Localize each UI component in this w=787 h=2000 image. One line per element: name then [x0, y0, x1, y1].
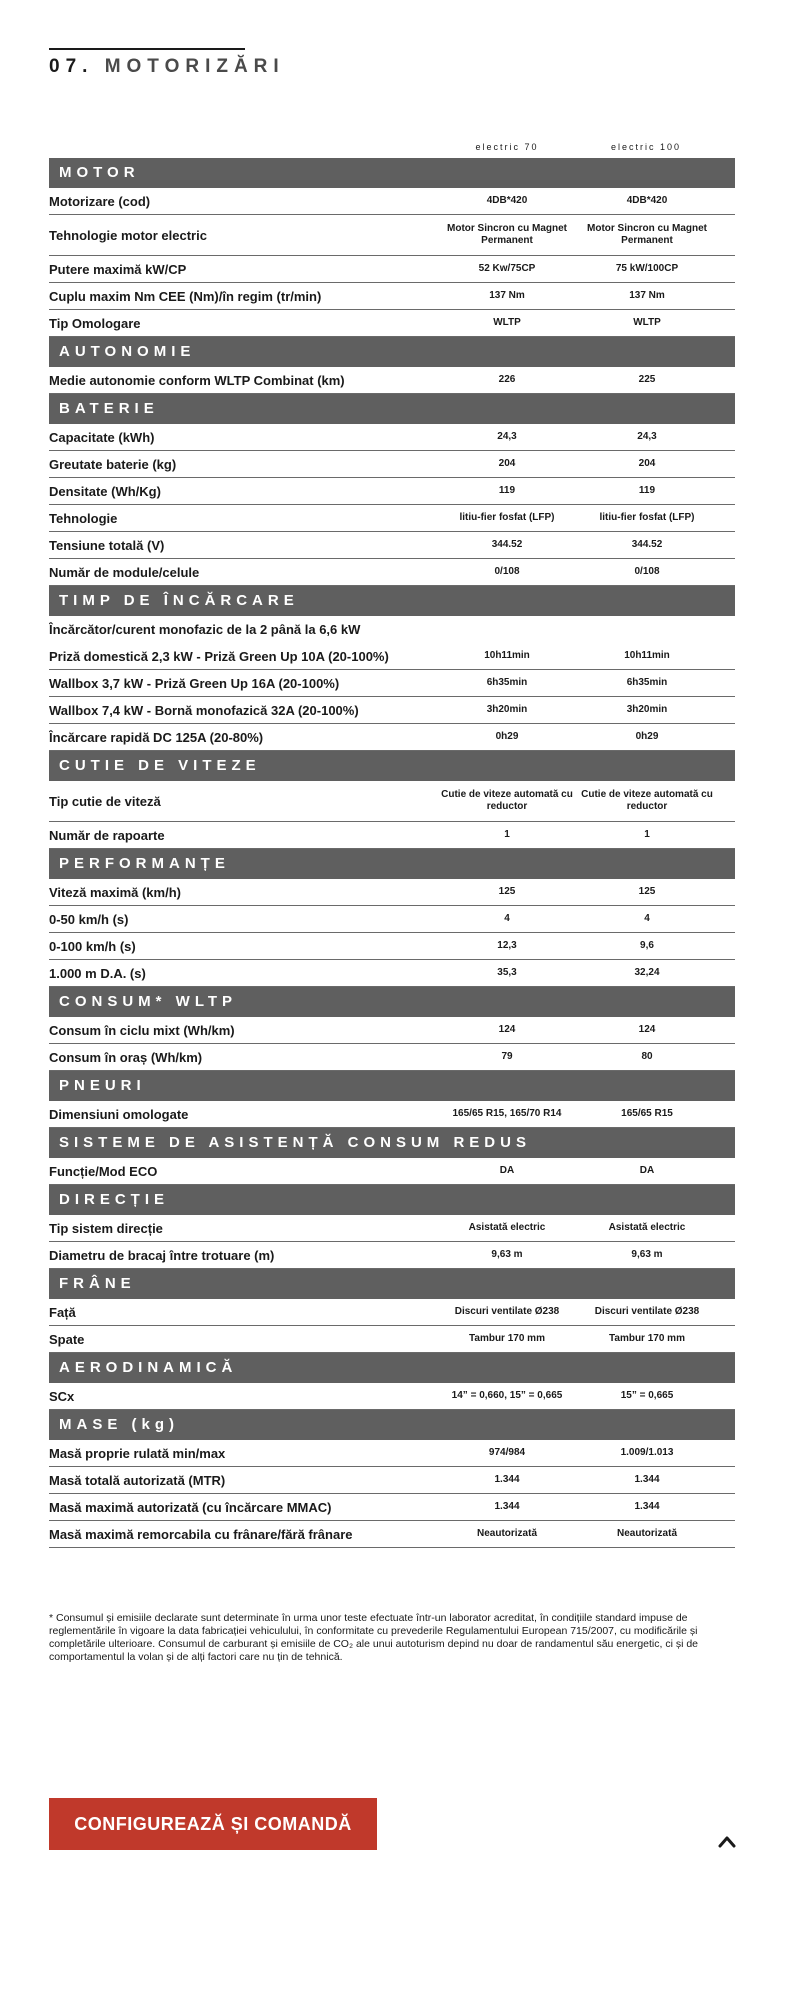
- spec-value-electric-100: 225: [638, 373, 656, 385]
- spec-label: Consum în ciclu mixt (Wh/km): [49, 1022, 235, 1038]
- spec-value-electric-100: Discuri ventilate Ø238: [594, 1305, 700, 1317]
- spec-value-electric-70: 4DB*420: [486, 194, 528, 206]
- spec-value-electric-100: WLTP: [633, 316, 661, 328]
- spec-value-electric-100: 6h35min: [626, 676, 668, 688]
- spec-row: [49, 256, 735, 283]
- spec-row: [49, 879, 735, 906]
- spec-label: Priză domestică 2,3 kW - Priză Green Up 10A (20-100%): [49, 648, 389, 664]
- spec-row: [49, 1440, 735, 1467]
- spec-label: Număr de module/celule: [49, 564, 200, 580]
- spec-value-electric-100: 1.344: [634, 1473, 660, 1485]
- section-header: FRÂNE: [49, 1269, 735, 1299]
- spec-value-electric-70: 6h35min: [486, 676, 528, 688]
- spec-label: Masă proprie rulată min/max: [49, 1445, 226, 1461]
- section-header: BATERIE: [49, 394, 735, 424]
- header-rule: [49, 48, 245, 50]
- spec-value-electric-70: 974/984: [488, 1446, 526, 1458]
- spec-row: [49, 451, 735, 478]
- spec-label: 0-50 km/h (s): [49, 911, 129, 927]
- column-header-electric-100: electric 100: [610, 142, 682, 152]
- footnote: * Consumul și emisiile declarate sunt determinate în urma unor teste efectuate într-un laborator acreditat, în condițiile standard impuse de reglementările în vigoare la data fabricației vehiculului, în conformitate cu prevederile Regulamentului European 715/2007, cu modificările și completările ulterioare. Consumul de carburant și emisiile de CO₂ ale unui autoturism depind nu doar de randamentul său energetic, ci și de comportamentul la volan și de alți factori care nu țin de tehnică.: [49, 1612, 699, 1663]
- section-header: AUTONOMIE: [49, 337, 735, 367]
- spec-value-electric-100: 80: [641, 1050, 653, 1062]
- spec-value-electric-70: 52 Kw/75CP: [478, 262, 536, 274]
- spec-row: [49, 478, 735, 505]
- spec-value-electric-100: 9,6: [640, 939, 654, 951]
- spec-label: Cuplu maxim Nm CEE (Nm)/în regim (tr/min): [49, 288, 322, 304]
- spec-value-electric-70: DA: [499, 1164, 515, 1176]
- spec-value-electric-70: 3h20min: [486, 703, 528, 715]
- spec-value-electric-70: Neautorizată: [476, 1527, 537, 1539]
- spec-row: [49, 367, 735, 394]
- spec-row: [49, 906, 735, 933]
- spec-value-electric-70: 125: [498, 885, 516, 897]
- spec-row: [49, 1101, 735, 1128]
- spec-row: [49, 1521, 735, 1548]
- spec-row: [49, 1299, 735, 1326]
- spec-label: Încărcare rapidă DC 125A (20-80%): [49, 729, 264, 745]
- spec-value-electric-70: 1.344: [494, 1473, 520, 1485]
- spec-row: [49, 822, 735, 849]
- spec-value-electric-100: 75 kW/100CP: [615, 262, 679, 274]
- spec-value-electric-70: 1.344: [494, 1500, 520, 1512]
- spec-row: [49, 1158, 735, 1185]
- section-header: MOTOR: [49, 158, 735, 188]
- spec-value-electric-70: 1: [504, 828, 510, 840]
- spec-value-electric-70: 35,3: [497, 966, 517, 978]
- section-header: MASE (kg): [49, 1410, 735, 1440]
- spec-label: Masă totală autorizată (MTR): [49, 1472, 226, 1488]
- spec-value-electric-100: 32,24: [634, 966, 660, 978]
- spec-value-electric-100: Asistată electric: [608, 1221, 686, 1233]
- spec-label: 0-100 km/h (s): [49, 938, 136, 954]
- spec-value-electric-70: Motor Sincron cu Magnet Permanent: [447, 222, 567, 246]
- spec-row: [49, 724, 735, 751]
- spec-label: Funcție/Mod ECO: [49, 1163, 158, 1179]
- spec-row: [49, 1494, 735, 1521]
- section-header: PNEURI: [49, 1071, 735, 1101]
- spec-value-electric-70: 9,63 m: [491, 1248, 523, 1260]
- spec-value-electric-100: Neautorizată: [616, 1527, 677, 1539]
- spec-label: Viteză maximă (km/h): [49, 884, 181, 900]
- spec-row: [49, 188, 735, 215]
- spec-label: Tip cutie de viteză: [49, 793, 161, 809]
- spec-value-electric-70: 10h11min: [484, 649, 530, 661]
- spec-value-electric-100: litiu-fier fosfat (LFP): [599, 511, 695, 523]
- spec-value-electric-100: 15” = 0,665: [620, 1389, 674, 1401]
- spec-row: [49, 1242, 735, 1269]
- spec-label: Wallbox 3,7 kW - Priză Green Up 16A (20-100%): [49, 675, 340, 691]
- spec-row: [49, 1467, 735, 1494]
- configure-and-order-button[interactable]: CONFIGUREAZĂ ȘI COMANDĂ: [49, 1798, 377, 1850]
- spec-value-electric-70: WLTP: [493, 316, 521, 328]
- spec-row: [49, 1017, 735, 1044]
- section-header: DIRECȚIE: [49, 1185, 735, 1215]
- spec-value-electric-100: 9,63 m: [631, 1248, 663, 1260]
- spec-value-electric-70: 0/108: [494, 565, 520, 577]
- spec-row: [49, 697, 735, 724]
- spec-label: Tip Omologare: [49, 315, 141, 331]
- spec-value-electric-100: 0h29: [635, 730, 659, 742]
- spec-label: Capacitate (kWh): [49, 429, 155, 445]
- spec-label: Masă maximă remorcabila cu frânare/fără frânare: [49, 1526, 353, 1542]
- spec-value-electric-100: Tambur 170 mm: [609, 1332, 685, 1344]
- spec-value-electric-70: 124: [498, 1023, 516, 1035]
- spec-value-electric-100: Motor Sincron cu Magnet Permanent: [587, 222, 707, 246]
- spec-row: [49, 559, 735, 586]
- spec-value-electric-70: 344.52: [491, 538, 523, 550]
- section-header: AERODINAMICĂ: [49, 1353, 735, 1383]
- spec-value-electric-70: Asistată electric: [468, 1221, 546, 1233]
- spec-value-electric-70: 0h29: [495, 730, 519, 742]
- spec-value-electric-100: 0/108: [634, 565, 660, 577]
- column-headers: [49, 140, 735, 158]
- spec-value-electric-100: 10h11min: [624, 649, 670, 661]
- spec-value-electric-70: litiu-fier fosfat (LFP): [459, 511, 555, 523]
- spec-row: [49, 670, 735, 697]
- spec-row: [49, 781, 735, 822]
- spec-value-electric-100: 125: [638, 885, 656, 897]
- spec-label: 1.000 m D.A. (s): [49, 965, 146, 981]
- spec-value-electric-100: 1: [644, 828, 650, 840]
- section-header: PERFORMANȚE: [49, 849, 735, 879]
- spec-value-electric-100: 119: [638, 484, 656, 496]
- spec-label: SCx: [49, 1388, 75, 1404]
- section-number: 07.: [49, 56, 94, 77]
- spec-row: [49, 215, 735, 256]
- spec-label: Diametru de bracaj între trotuare (m): [49, 1247, 275, 1263]
- spec-value-electric-70: 12,3: [497, 939, 517, 951]
- column-header-electric-70: electric 70: [475, 142, 539, 152]
- spec-label: Greutate baterie (kg): [49, 456, 177, 472]
- spec-label: Număr de rapoarte: [49, 827, 165, 843]
- spec-value-electric-70: Tambur 170 mm: [469, 1332, 545, 1344]
- spec-value-electric-100: 3h20min: [626, 703, 668, 715]
- spec-row: [49, 960, 735, 987]
- spec-sections: [49, 158, 735, 1548]
- spec-table: [49, 140, 735, 1548]
- spec-value-electric-100: 1.344: [634, 1500, 660, 1512]
- section-title: MOTORIZĂRI: [104, 56, 285, 77]
- spec-value-electric-100: 4: [644, 912, 650, 924]
- spec-value-electric-100: 124: [638, 1023, 656, 1035]
- spec-value-electric-100: DA: [639, 1164, 655, 1176]
- spec-label: Masă maximă autorizată (cu încărcare MMAC): [49, 1499, 332, 1515]
- spec-label: Tehnologie motor electric: [49, 227, 207, 243]
- spec-label: Tensiune totală (V): [49, 537, 165, 553]
- spec-value-electric-100: 1.009/1.013: [620, 1446, 674, 1458]
- spec-row: [49, 643, 735, 670]
- spec-value-electric-100: 137 Nm: [629, 289, 665, 301]
- spec-row: [49, 1044, 735, 1071]
- spec-value-electric-70: 165/65 R15, 165/70 R14: [452, 1107, 562, 1119]
- spec-value-electric-100: 204: [638, 457, 656, 469]
- spec-label: Putere maximă kW/CP: [49, 261, 187, 277]
- spec-value-electric-70: 119: [498, 484, 516, 496]
- spec-label: Consum în oraș (Wh/km): [49, 1049, 203, 1065]
- chevron-up-icon: [715, 1830, 739, 1854]
- page-title: [49, 56, 285, 78]
- spec-value-electric-70: 137 Nm: [489, 289, 525, 301]
- spec-value-electric-70: 79: [501, 1050, 513, 1062]
- spec-label: Încărcător/curent monofazic de la 2 până la 6,6 kW: [49, 622, 361, 637]
- section-header: CUTIE DE VITEZE: [49, 751, 735, 781]
- spec-row: [49, 616, 735, 643]
- spec-value-electric-70: Discuri ventilate Ø238: [454, 1305, 560, 1317]
- spec-row: [49, 505, 735, 532]
- spec-row: [49, 310, 735, 337]
- spec-value-electric-70: 226: [498, 373, 516, 385]
- section-header: SISTEME DE ASISTENȚĂ CONSUM REDUS: [49, 1128, 735, 1158]
- spec-value-electric-100: Cutie de viteze automată cu reductor: [581, 788, 713, 812]
- spec-row: [49, 424, 735, 451]
- spec-label: Wallbox 7,4 kW - Bornă monofazică 32A (20-100%): [49, 702, 359, 718]
- spec-row: [49, 283, 735, 310]
- spec-label: Medie autonomie conform WLTP Combinat (km): [49, 372, 345, 388]
- spec-row: [49, 1215, 735, 1242]
- spec-value-electric-100: 24,3: [637, 430, 657, 442]
- spec-label: Tip sistem direcție: [49, 1220, 163, 1236]
- spec-value-electric-70: Cutie de viteze automată cu reductor: [441, 788, 573, 812]
- spec-label: Motorizare (cod): [49, 193, 151, 209]
- spec-label: Dimensiuni omologate: [49, 1106, 189, 1122]
- spec-value-electric-70: 204: [498, 457, 516, 469]
- spec-row: [49, 933, 735, 960]
- spec-row: [49, 532, 735, 559]
- spec-value-electric-100: 4DB*420: [626, 194, 668, 206]
- spec-label: Tehnologie: [49, 510, 118, 526]
- spec-value-electric-70: 24,3: [497, 430, 517, 442]
- spec-value-electric-100: 165/65 R15: [621, 1107, 673, 1119]
- section-header: TIMP DE ÎNCĂRCARE: [49, 586, 735, 616]
- spec-value-electric-100: 344.52: [631, 538, 663, 550]
- spec-label: Densitate (Wh/Kg): [49, 483, 161, 499]
- spec-row: [49, 1383, 735, 1410]
- section-header: CONSUM* WLTP: [49, 987, 735, 1017]
- spec-label: Față: [49, 1304, 76, 1320]
- spec-value-electric-70: 4: [504, 912, 510, 924]
- spec-value-electric-70: 14” = 0,660, 15” = 0,665: [451, 1389, 563, 1401]
- scroll-to-top-button[interactable]: [715, 1830, 739, 1854]
- spec-label: Spate: [49, 1331, 85, 1347]
- spec-row: [49, 1326, 735, 1353]
